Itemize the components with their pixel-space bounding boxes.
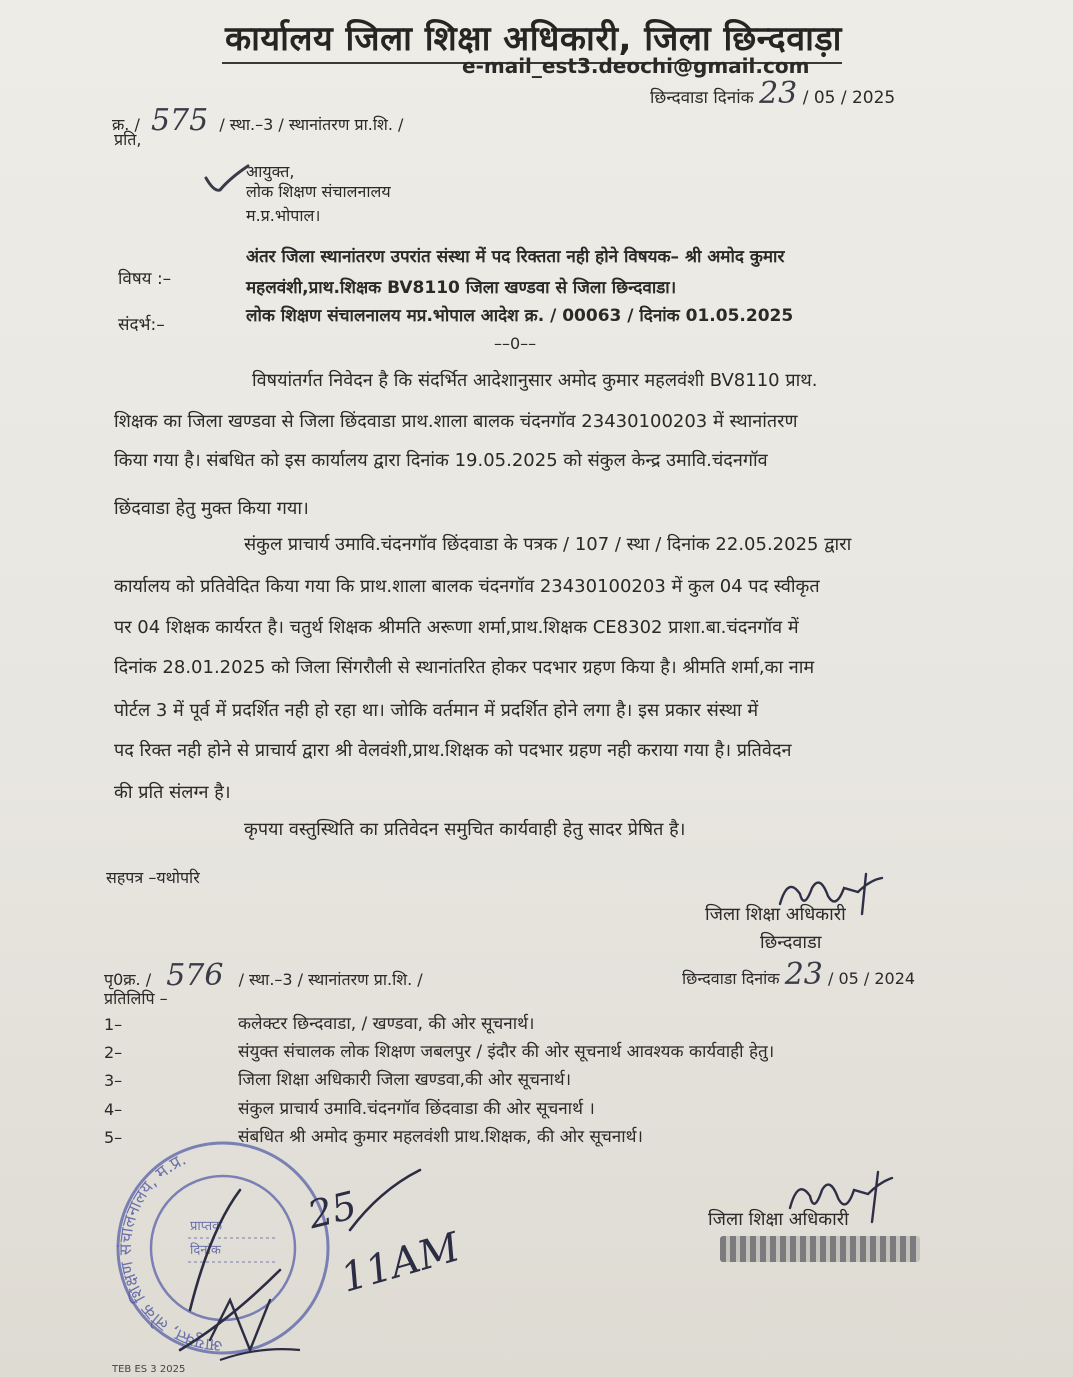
copy-num-1: 1– [104,1015,123,1034]
handwritten-note-time: 11AM [335,1224,465,1302]
stamp-inner-2: दिनांक [190,1243,221,1258]
addressee-line-2: लोक शिक्षण संचालनालय [246,182,391,201]
addressee-line-3: म.प्र.भोपाल। [246,206,321,225]
ref-number: 575 [150,103,209,138]
copy-label: प्रतिलिपि – [104,989,168,1008]
office-email: e-mail_est3.deochi@gmail.com [462,54,810,78]
copy-text-5: संबधित श्री अमोद कुमार महलवंशी प्राथ.शिक्षक, की ओर सूचनार्थ। [238,1127,643,1147]
reference-text: लोक शिक्षण संचालनालय मप्र.भोपाल आदेश क्र. / 00063 / दिनांक 01.05.2025 [246,306,794,326]
stamp-ring-text: आयुक्त, लोक शिक्षण संचालनालय, म.प्र. [115,1149,224,1356]
reference-label: संदर्भ:– [118,315,165,335]
signature-1-place: छिन्दवाडा [760,932,822,953]
copy-date-day: 23 [784,957,823,992]
copy-ref-pukr: पृ0क्र. / [104,970,152,989]
date-day: 23 [759,76,798,111]
prati-label: प्रति, [114,130,142,149]
p2-line-2: कार्यालय को प्रतिवेदित किया गया कि प्राथ.शाला बालक चंदनगॉव 23430100203 में कुल 04 पद स्वीकृत [114,576,820,597]
copy-text-2: संयुक्त संचालक लोक शिक्षण जबलपुर / इंदौर की ओर सूचनार्थ आवश्यक कार्यवाही हेतु। [238,1042,775,1062]
footer-mark: TEB ES 3 2025 [112,1364,186,1375]
ref-line [112,103,403,138]
copy-ref-date [682,957,915,992]
signature-1-title: जिला शिक्षा अधिकारी [705,904,846,925]
copy-date-rest: / 05 / 2024 [827,969,916,988]
section-divider: ––0–– [494,334,537,353]
signature-2-title: जिला शिक्षा अधिकारी [708,1209,849,1230]
copy-ref-rest: / स्था.–3 / स्थानांतरण प्रा.शि. / [238,970,423,989]
copy-num-3: 3– [104,1071,123,1090]
p1-line-3: किया गया है। संबधित को इस कार्यालय द्वारा दिनांक 19.05.2025 को संकुल केन्द्र उमावि.चंदनगॉव [114,450,768,471]
subject-label: विषय :– [118,269,172,289]
copy-text-4: संकुल प्राचार्य उमावि.चंदनगॉव छिंदवाडा की ओर सूचनार्थ । [238,1099,595,1119]
enclosure-note: सहपत्र –यथोपरि [106,868,200,887]
copy-num-5: 5– [104,1128,123,1147]
p2-line-1: संकुल प्राचार्य उमावि.चंदनगॉव छिंदवाडा के पत्रक / 107 / स्था / दिनांक 22.05.2025 द्वारा [244,534,852,555]
copy-num-2: 2– [104,1043,123,1062]
p3-line: कृपया वस्तुस्थिति का प्रतिवेदन समुचित कार्यवाही हेतु सादर प्रेषित है। [244,819,686,840]
subject-line-1: अंतर जिला स्थानांतरण उपरांत संस्था में पद रिक्तता नही होने विषयक– श्री अमोद कुमार [246,247,785,267]
p2-line-3: पर 04 शिक्षक कार्यरत है। चतुर्थ शिक्षक श्रीमति अरूणा शर्मा,प्राथ.शिक्षक CE8302 प्राशा.बा.चंदनगॉव में [114,617,799,638]
office-title: कार्यालय जिला शिक्षा अधिकारी, जिला छिन्दवाड़ा [225,19,842,59]
letter-date [650,76,895,111]
date-prefix: छिन्दवाडा दिनांक [650,88,754,108]
addressee-line-1: आयुक्त, [246,162,295,181]
subject-line-2: महलवंशी,प्राथ.शिक्षक BV8110 जिला खण्डवा से जिला छिन्दवाडा। [246,278,677,298]
stamp-inner-1: प्राप्तक [190,1219,223,1234]
copy-text-1: कलेक्टर छिन्दवाडा, / खण्डवा, की ओर सूचनार्थ। [238,1014,535,1034]
p2-line-4: दिनांक 28.01.2025 को जिला सिंगरौली से स्थानांतरित होकर पदभार ग्रहण किया है। श्रीमति शर्मा,का नाम [114,657,815,678]
p2-line-5: पोर्टल 3 में पूर्व में प्रदर्शित नही हो रहा था। जोकि वर्तमान में प्रदर्शित होने लगा है। इस प्रकार संस्था में [114,700,759,721]
copy-ref-number: 576 [166,958,224,993]
signature-2-seal-smudge [720,1236,920,1262]
p2-line-7: की प्रति संलग्न है। [114,782,231,803]
p2-line-6: पद रिक्त नही होने से प्राचार्य द्वारा श्री वेलवंशी,प्राथ.शिक्षक को पदभार ग्रहण नही कराया गया है। प्रतिवेदन [114,740,792,761]
copy-num-4: 4– [104,1100,123,1119]
copy-text-3: जिला शिक्षा अधिकारी जिला खण्डवा,की ओर सूचनार्थ। [238,1070,572,1090]
date-rest: / 05 / 2025 [802,88,896,108]
handwritten-note-date: 25 [303,1182,361,1238]
p1-line-2: शिक्षक का जिला खण्डवा से जिला छिंदवाडा प्राथ.शाला बालक चंदनगॉव 23430100203 में स्थानांतरण [114,411,798,432]
ref-rest: / स्था.–3 / स्थानांतरण प्रा.शि. / [219,115,404,134]
copy-date-prefix: छिन्दवाडा दिनांक [682,969,780,988]
ref-kr: क्र. / [112,115,140,134]
p1-line-1: विषयांतर्गत निवेदन है कि संदर्भित आदेशानुसार अमोद कुमार महलवंशी BV8110 प्राथ. [252,370,818,391]
p1-line-4: छिंदवाडा हेतु मुक्त किया गया। [114,498,309,519]
